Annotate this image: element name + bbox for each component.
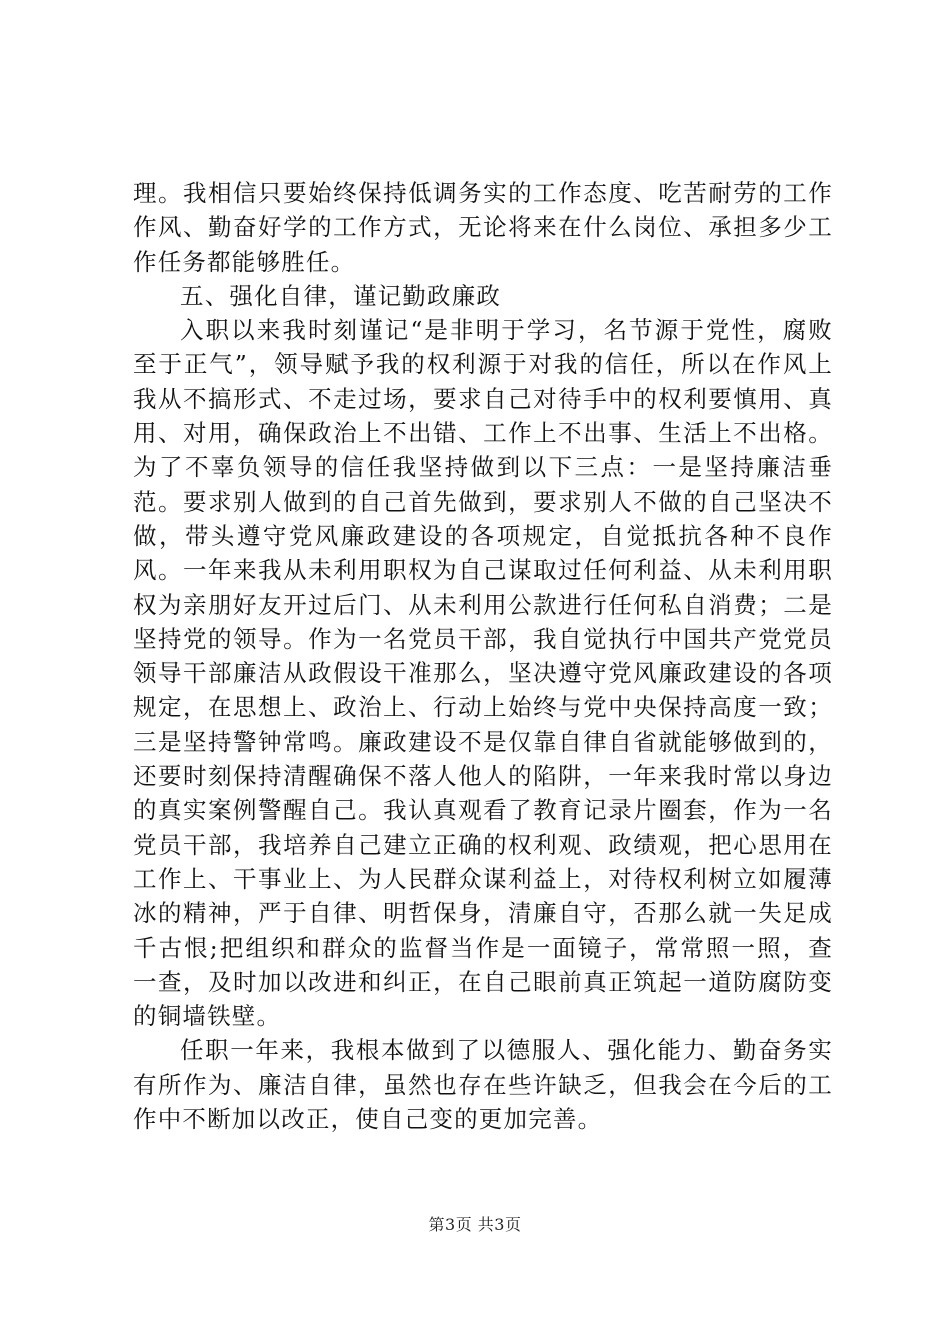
- paragraph-conclusion: 任职一年来，我根本做到了以德服人、强化能力、勤奋务实有所作为、廉洁自律，虽然也存在些许缺乏，但我会在今后的工作中不断加以改正，使自己变的更加完善。: [133, 1036, 833, 1134]
- paragraph-continuation: 理。我相信只要始终保持低调务实的工作态度、吃苦耐劳的工作作风、勤奋好学的工作方式，无论将来在什么岗位、承担多少工作任务都能够胜任。: [133, 179, 833, 276]
- section-heading: 五、强化自律，谨记勤政廉政: [180, 281, 502, 310]
- document-body: [133, 176, 833, 1136]
- page-number-footer: 第3页 共3页: [428, 1215, 522, 1234]
- paragraph-body: 入职以来我时刻谨记“是非明于学习，名节源于党性，腐败至于正气”，领导赋予我的权利源于对我的信任，所以在作风上我从不搞形式、不走过场，要求自己对待手中的权利要慎用、真用、对用，确保政治上不出错、工作上不出事、生活上不出格。为了不辜负领导的信任我坚持做到以下三点：一是坚持廉洁垂范。要求别人做到的自己首先做到，要求别人不做的自己坚决不做，带头遵守党风廉政建设的各项规定，自觉抵抗各种不良作风。一年来我从未利用职权为自己谋取过任何利益、从未利用职权为亲朋好友开过后门、从未利用公款进行任何私自消费；二是坚持党的领导。作为一名党员干部，我自觉执行中国共产党党员领导干部廉洁从政假设干准那么，坚决遵守党风廉政建设的各项规定，在思想上、政治上、行动上始终与党中央保持高度一致；三是坚持警钟常鸣。廉政建设不是仅靠自律自省就能够做到的，还要时刻保持清醒确保不落人他人的陷阱，一年来我时常以身边的真实案例警醒自己。我认真观看了教育记录片圈套，作为一名党员干部，我培养自己建立正确的权利观、政绩观，把心思用在工作上、干事业上、为人民群众谋利益上，对待权利树立如履薄冰的精神，严于自律、明哲保身，清廉自守，否那么就一失足成千古恨;把组织和群众的监督当作是一面镜子，常常照一照，查一查，及时加以改进和纠正，在自己眼前真正筑起一道防腐防变的铜墙铁壁。: [133, 316, 833, 1031]
